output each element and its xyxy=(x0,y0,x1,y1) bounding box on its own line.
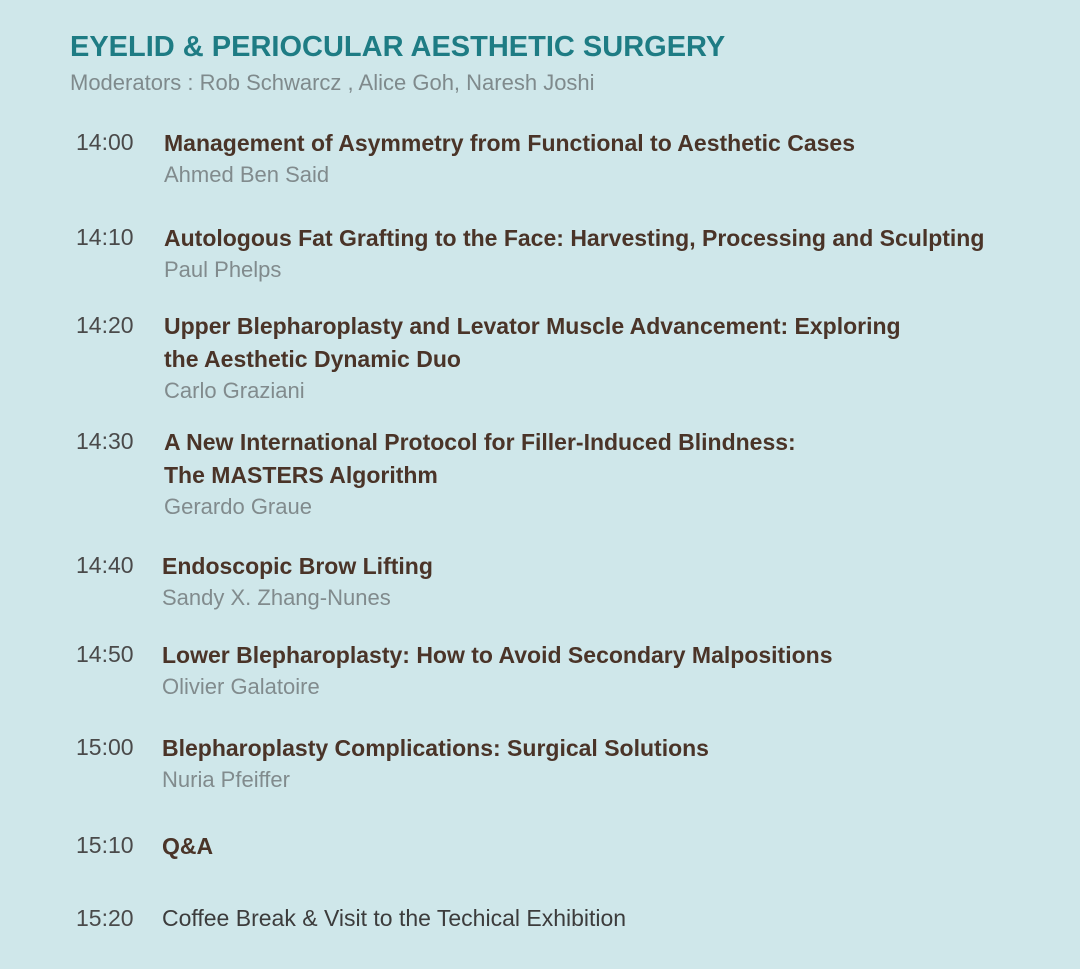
speaker-name: Nuria Pfeiffer xyxy=(162,767,290,792)
break-time: 15:20 xyxy=(76,905,134,931)
session-body xyxy=(164,426,1044,522)
session-time: 14:00 xyxy=(76,129,134,155)
talk-title: Endoscopic Brow Lifting xyxy=(162,553,433,579)
talk-title: Management of Asymmetry from Functional to Aesthetic Cases xyxy=(164,130,855,156)
page-title: EYELID & PERIOCULAR AESTHETIC SURGERY xyxy=(70,31,726,63)
session-time: 15:10 xyxy=(76,832,134,858)
speaker-name: Carlo Graziani xyxy=(164,378,305,403)
talk-title: Autologous Fat Grafting to the Face: Harvesting, Processing and Sculpting xyxy=(164,225,985,251)
session-body xyxy=(162,639,1042,702)
session-body xyxy=(162,732,1042,795)
talk-title-line-1: Upper Blepharoplasty and Levator Muscle Advancement: Exploring xyxy=(164,313,901,339)
moderators-line: Moderators : Rob Schwarcz , Alice Goh, Naresh Joshi xyxy=(70,70,595,95)
session-time: 14:10 xyxy=(76,224,134,250)
session-time: 14:20 xyxy=(76,312,134,338)
session-body xyxy=(164,310,1044,406)
speaker-name: Olivier Galatoire xyxy=(162,674,320,699)
speaker-name: Paul Phelps xyxy=(164,257,282,282)
session-time: 14:40 xyxy=(76,552,134,578)
session-body xyxy=(162,550,1042,613)
talk-title: Lower Blepharoplasty: How to Avoid Secondary Malpositions xyxy=(162,642,833,668)
session-time: 15:00 xyxy=(76,734,134,760)
session-time: 14:50 xyxy=(76,641,134,667)
break-title: Coffee Break & Visit to the Techical Exhibition xyxy=(162,905,627,931)
break-body xyxy=(162,903,1042,933)
talk-title: Blepharoplasty Complications: Surgical Solutions xyxy=(162,735,709,761)
session-time: 14:30 xyxy=(76,428,134,454)
speaker-name: Gerardo Graue xyxy=(164,494,312,519)
talk-title-line-2: The MASTERS Algorithm xyxy=(164,462,438,488)
talk-title: Q&A xyxy=(162,833,214,859)
talk-title-line-1: A New International Protocol for Filler-Induced Blindness: xyxy=(164,429,796,455)
session-body xyxy=(164,222,1044,285)
session-body xyxy=(162,830,1042,863)
talk-title-line-2: the Aesthetic Dynamic Duo xyxy=(164,346,461,372)
speaker-name: Ahmed Ben Said xyxy=(164,162,330,187)
session-body xyxy=(164,127,1044,190)
speaker-name: Sandy X. Zhang-Nunes xyxy=(162,585,391,610)
